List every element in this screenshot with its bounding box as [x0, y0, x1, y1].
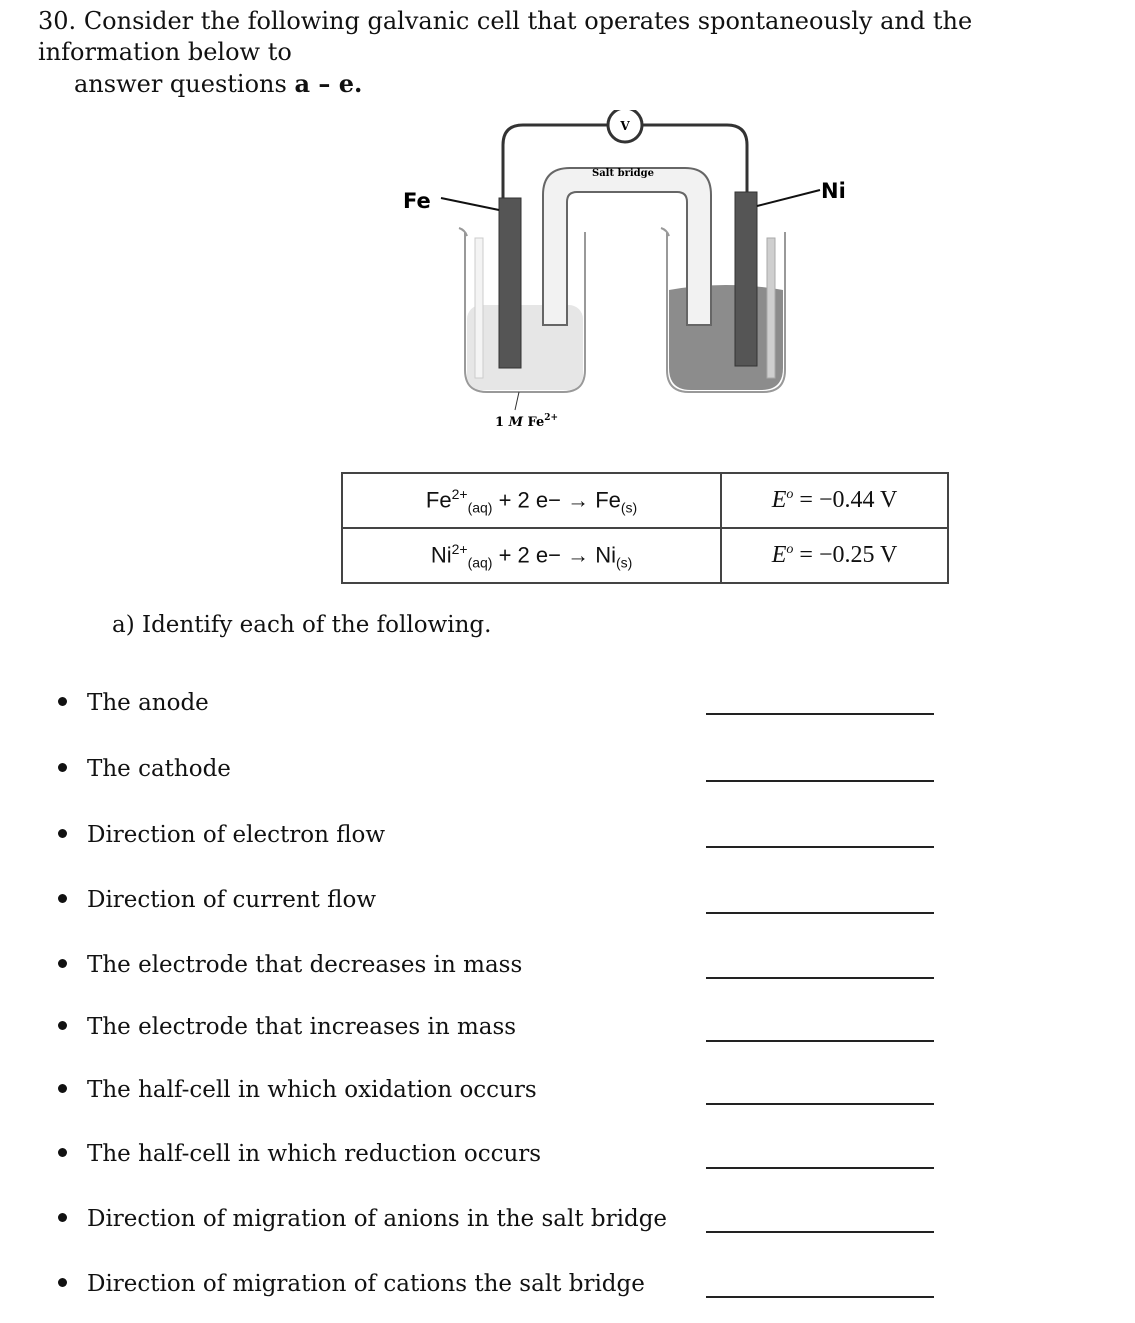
question-number: 30. [38, 7, 77, 35]
bullet [58, 763, 67, 772]
question-text-line2 [38, 68, 1118, 100]
solution-pointer [515, 392, 519, 410]
ni-label-pointer [757, 190, 820, 206]
list-item-text: The half-cell in which oxidation occurs [87, 1077, 537, 1103]
list-item-text: The half-cell in which reduction occurs [87, 1141, 542, 1167]
solution-label-molar: M [508, 415, 523, 430]
potential-cell: $E^o = -0.44$ V [721, 473, 948, 528]
bullet [58, 829, 67, 838]
table-row [342, 528, 948, 583]
question-line2-prefix: answer questions [74, 70, 295, 98]
answer-blank[interactable] [706, 1167, 934, 1169]
answer-blank[interactable] [706, 1296, 934, 1298]
question-text-line1: Consider the following galvanic cell that operates spontaneously and the information below to [38, 7, 973, 66]
reduction-potential-table [341, 472, 949, 584]
list-item-text: Direction of migration of anions in the salt bridge [87, 1206, 668, 1232]
list-item-text: Direction of current flow [87, 887, 377, 913]
answer-blank[interactable] [706, 1040, 934, 1042]
solution-label [495, 413, 558, 430]
list-item [58, 1141, 541, 1167]
solution-label-ion: Fe [522, 415, 545, 430]
left-beaker-glass-inner [475, 238, 483, 378]
ni-electrode [735, 192, 757, 366]
answer-blank[interactable] [706, 977, 934, 979]
fe-label: Fe [403, 189, 431, 213]
part-a-heading [112, 612, 491, 638]
bullet [58, 1021, 67, 1030]
list-item-text: The electrode that increases in mass [87, 1014, 517, 1040]
question-line2-range: a – e [294, 69, 354, 98]
answer-blank[interactable] [706, 780, 934, 782]
list-item-text: The electrode that decreases in mass [87, 952, 523, 978]
part-a-label: a) [112, 612, 135, 638]
question-line2-suffix: . [353, 69, 363, 98]
bullet [58, 1084, 67, 1093]
answer-blank[interactable] [706, 912, 934, 914]
list-item-text: Direction of electron flow [87, 822, 386, 848]
list-item [58, 1014, 516, 1040]
list-item [58, 756, 231, 782]
list-item-text: The anode [87, 690, 209, 716]
right-beaker [661, 228, 785, 392]
ni-label: Ni [821, 179, 846, 203]
answer-blank[interactable] [706, 1231, 934, 1233]
bullet [58, 1213, 67, 1222]
list-item-text: The cathode [87, 756, 231, 782]
solution-label-prefix: 1 [495, 415, 509, 430]
answer-blank[interactable] [706, 846, 934, 848]
table-row [342, 473, 948, 528]
bullet [58, 1278, 67, 1287]
answer-blank[interactable] [706, 1103, 934, 1105]
galvanic-cell-diagram [395, 110, 855, 440]
part-a-text: Identify each of the following. [142, 612, 492, 638]
list-item [58, 1206, 667, 1232]
bullet [58, 697, 67, 706]
answer-blank[interactable] [706, 713, 934, 715]
question-header [38, 6, 1118, 100]
list-item [58, 887, 376, 913]
fe-electrode [499, 198, 521, 368]
fe-label-pointer [441, 198, 499, 210]
right-beaker-glass-inner [767, 238, 775, 378]
list-item-text: Direction of migration of cations the salt bridge [87, 1271, 645, 1297]
list-item [58, 690, 209, 716]
half-reaction-cell: $Ni^{2+}_{(aq)} + 2$ $e- \to Ni_{(s)}$ [342, 528, 721, 583]
list-item [58, 952, 522, 978]
voltmeter-label: V [620, 119, 630, 133]
list-item [58, 1077, 537, 1103]
list-item [58, 822, 385, 848]
bullet [58, 959, 67, 968]
bullet [58, 1148, 67, 1157]
bullet [58, 894, 67, 903]
salt-bridge-label: Salt bridge [591, 168, 655, 179]
potential-cell: $E^o = -0.25$ V [721, 528, 948, 583]
half-reaction-cell: $Fe^{2+}_{(aq)} + 2$ $e- \to Fe_{(s)}$ [342, 473, 721, 528]
solution-label-charge: 2+ [544, 413, 559, 423]
list-item [58, 1271, 645, 1297]
